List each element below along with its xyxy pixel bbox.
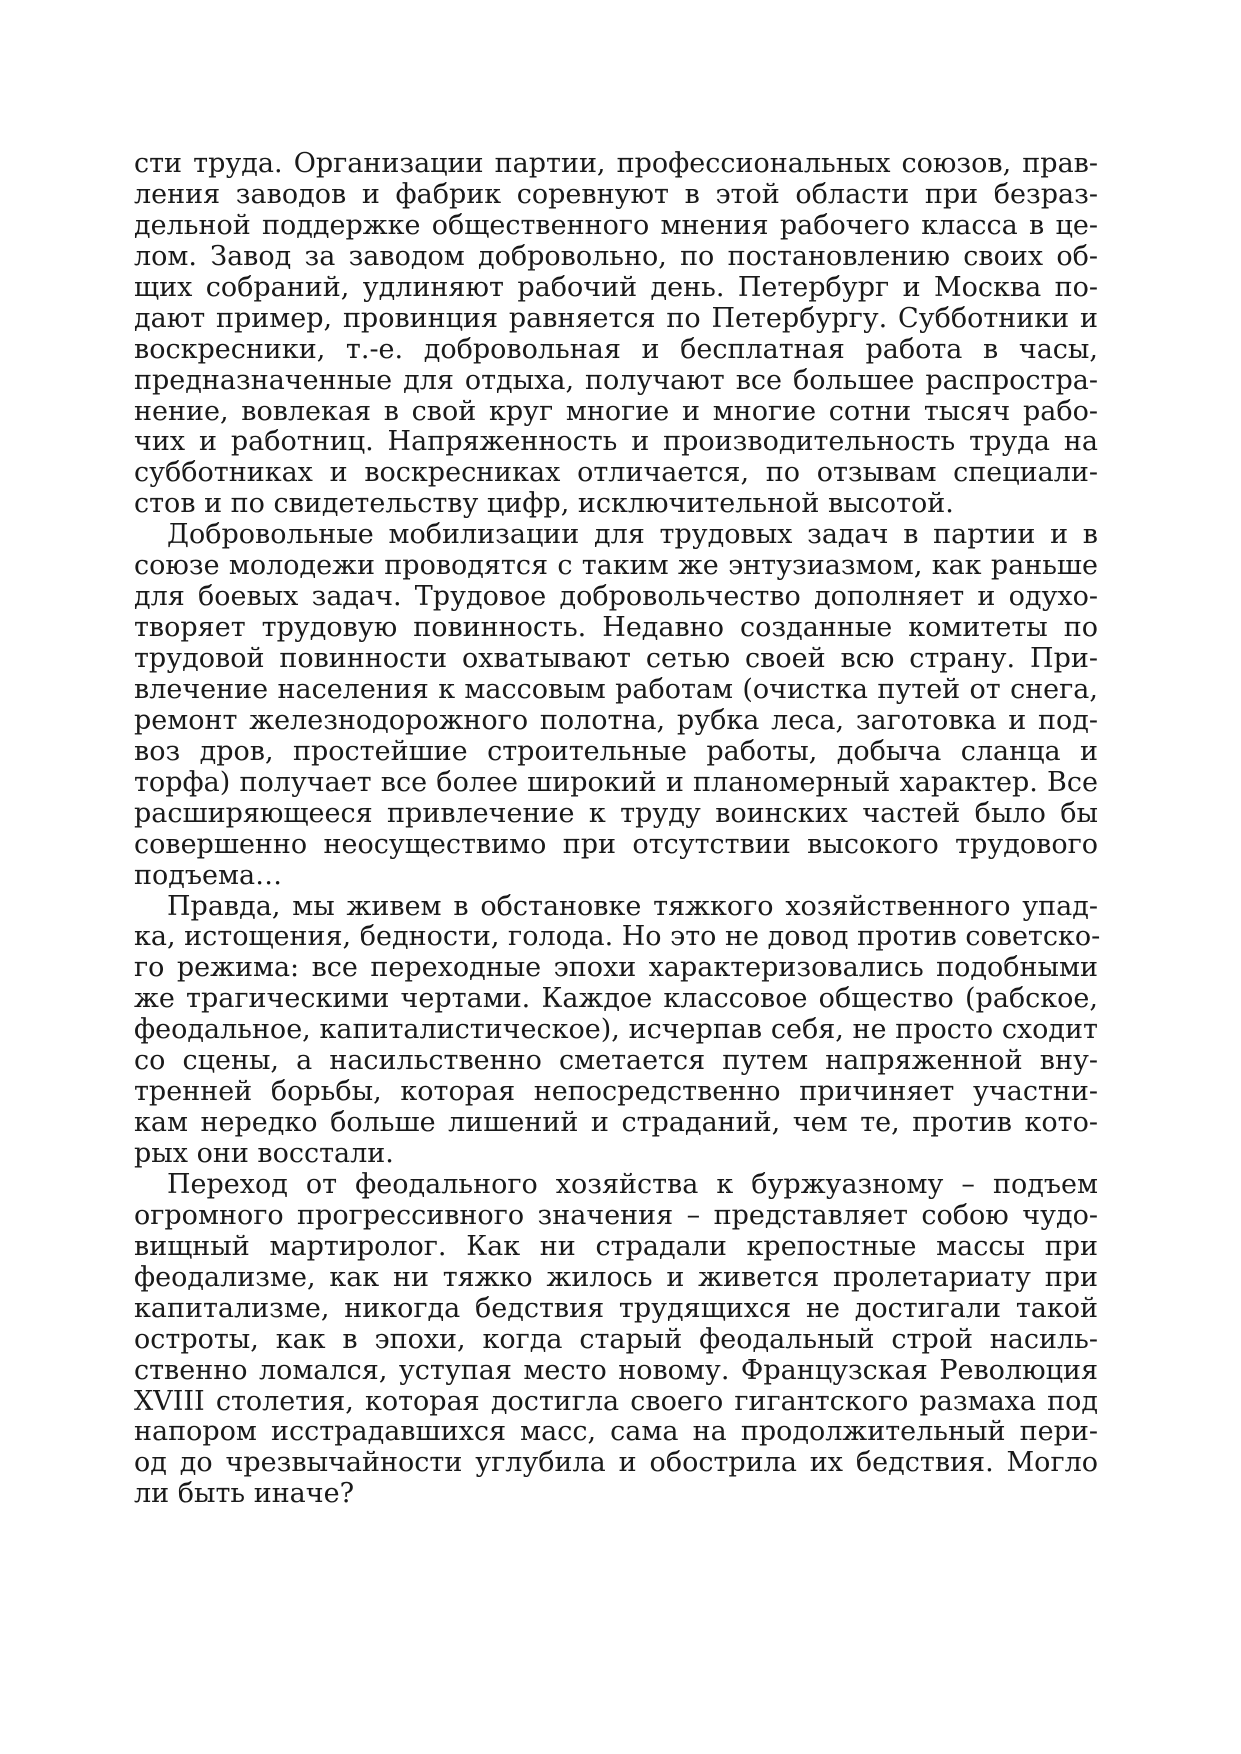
text-line: воз дров, простейшие строительные работы, добыча сланца и bbox=[134, 735, 1098, 767]
text-line: для боевых задач. Трудовое добровольчество дополняет и одухо- bbox=[134, 581, 1098, 613]
text-line: напором исстрадавшихся масс, сама на продолжительный пери- bbox=[134, 1416, 1098, 1448]
text-line: дают пример, провинция равняется по Петербургу. Субботники и bbox=[134, 302, 1098, 334]
text-line: лом. Завод за заводом добровольно, по постановлению своих об- bbox=[134, 240, 1098, 272]
body-text bbox=[134, 148, 1101, 1510]
text-line: сти труда. Организации партии, профессиональных союзов, прав- bbox=[134, 148, 1098, 179]
paragraph bbox=[134, 890, 1101, 1170]
text-line: рых они восстали. bbox=[134, 1138, 394, 1169]
text-line: ка, истощения, бедности, голода. Но это не довод против советско- bbox=[134, 921, 1101, 953]
text-line: огромного прогрессивного значения – представляет собою чудо- bbox=[134, 1199, 1098, 1231]
text-line: ли быть иначе? bbox=[134, 1478, 355, 1510]
text-line: расширяющееся привлечение к труду воинских частей было бы bbox=[134, 797, 1098, 829]
text-line: остроты, как в эпохи, когда старый феодальный строй насиль- bbox=[134, 1323, 1098, 1355]
text-line: совершенно неосуществимо при отсутствии высокого трудового bbox=[134, 828, 1098, 860]
text-line: кам нередко больше лишений и страданий, чем те, против кото- bbox=[134, 1107, 1098, 1139]
text-line: ления заводов и фабрик соревнуют в этой области при безраз- bbox=[134, 178, 1098, 210]
text-line: тренней борьбы, которая непосредственно причиняет участни- bbox=[134, 1076, 1098, 1108]
text-line: стов и по свидетельству цифр, исключительной высотой. bbox=[134, 488, 954, 520]
text-line: трудовой повинности охватывают сетью своей всю страну. При- bbox=[134, 643, 1098, 674]
paragraph bbox=[134, 520, 1098, 891]
text-line: XVIII столетия, которая достигла своего гигантского размаха под bbox=[134, 1385, 1098, 1417]
text-line: чих и работниц. Напряженность и производительность труда на bbox=[134, 426, 1098, 458]
text-line: творяет трудовую повинность. Недавно созданные комитеты по bbox=[134, 612, 1098, 644]
text-line: феодализме, как ни тяжко жилось и живется пролетариату при bbox=[134, 1261, 1098, 1293]
text-line: воскресники, т.-е. добровольная и бесплатная работа в часы, bbox=[134, 333, 1098, 365]
text-line: ремонт железнодорожного полотна, рубка леса, заготовка и под- bbox=[134, 704, 1098, 736]
text-line: же трагическими чертами. Каждое классовое общество (рабское, bbox=[134, 983, 1098, 1015]
text-line: капитализме, никогда бедствия трудящихся не достигали такой bbox=[134, 1292, 1098, 1324]
text-line: подъема… bbox=[134, 859, 283, 891]
text-line: нение, вовлекая в свой круг многие и многие сотни тысяч рабо- bbox=[134, 395, 1098, 427]
text-line: субботниках и воскресниках отличается, по отзывам специали- bbox=[134, 457, 1098, 489]
text-line: влечение населения к массовым работам (очистка путей от снега, bbox=[134, 673, 1098, 705]
text-line: щих собраний, удлиняют рабочий день. Петербург и Москва по- bbox=[134, 271, 1098, 303]
text-line: го режима: все переходные эпохи характеризовались подобными bbox=[134, 952, 1098, 984]
text-line: торфа) получает все более широкий и планомерный характер. Все bbox=[134, 766, 1098, 798]
text-line: ственно ломался, уступая место новому. Французская Революция bbox=[134, 1354, 1098, 1386]
text-line: феодальное, капиталистическое), исчерпав себя, не просто сходит bbox=[134, 1014, 1098, 1046]
text-line: од до чрезвычайности углубила и обострила их бедствия. Могло bbox=[134, 1447, 1098, 1479]
text-line: Переход от феодального хозяйства к буржуазному – подъем bbox=[167, 1168, 1098, 1200]
text-line: Добровольные мобилизации для трудовых задач в партии и в bbox=[167, 519, 1098, 551]
text-line: союзе молодежи проводятся с таким же энтузиазмом, как раньше bbox=[134, 550, 1098, 582]
paragraph bbox=[134, 1170, 1098, 1510]
text-line: со сцены, а насильственно сметается путем напряженной вну- bbox=[134, 1045, 1098, 1077]
text-line: предназначенные для отдыха, получают все большее распростра- bbox=[134, 364, 1098, 396]
text-line: дельной поддержке общественного мнения рабочего класса в це- bbox=[134, 209, 1098, 241]
paragraph bbox=[134, 149, 1098, 520]
text-line: вищный мартиролог. Как ни страдали крепостные массы при bbox=[134, 1230, 1098, 1262]
text-line: Правда, мы живем в обстановке тяжкого хозяйственного упад- bbox=[167, 890, 1098, 922]
